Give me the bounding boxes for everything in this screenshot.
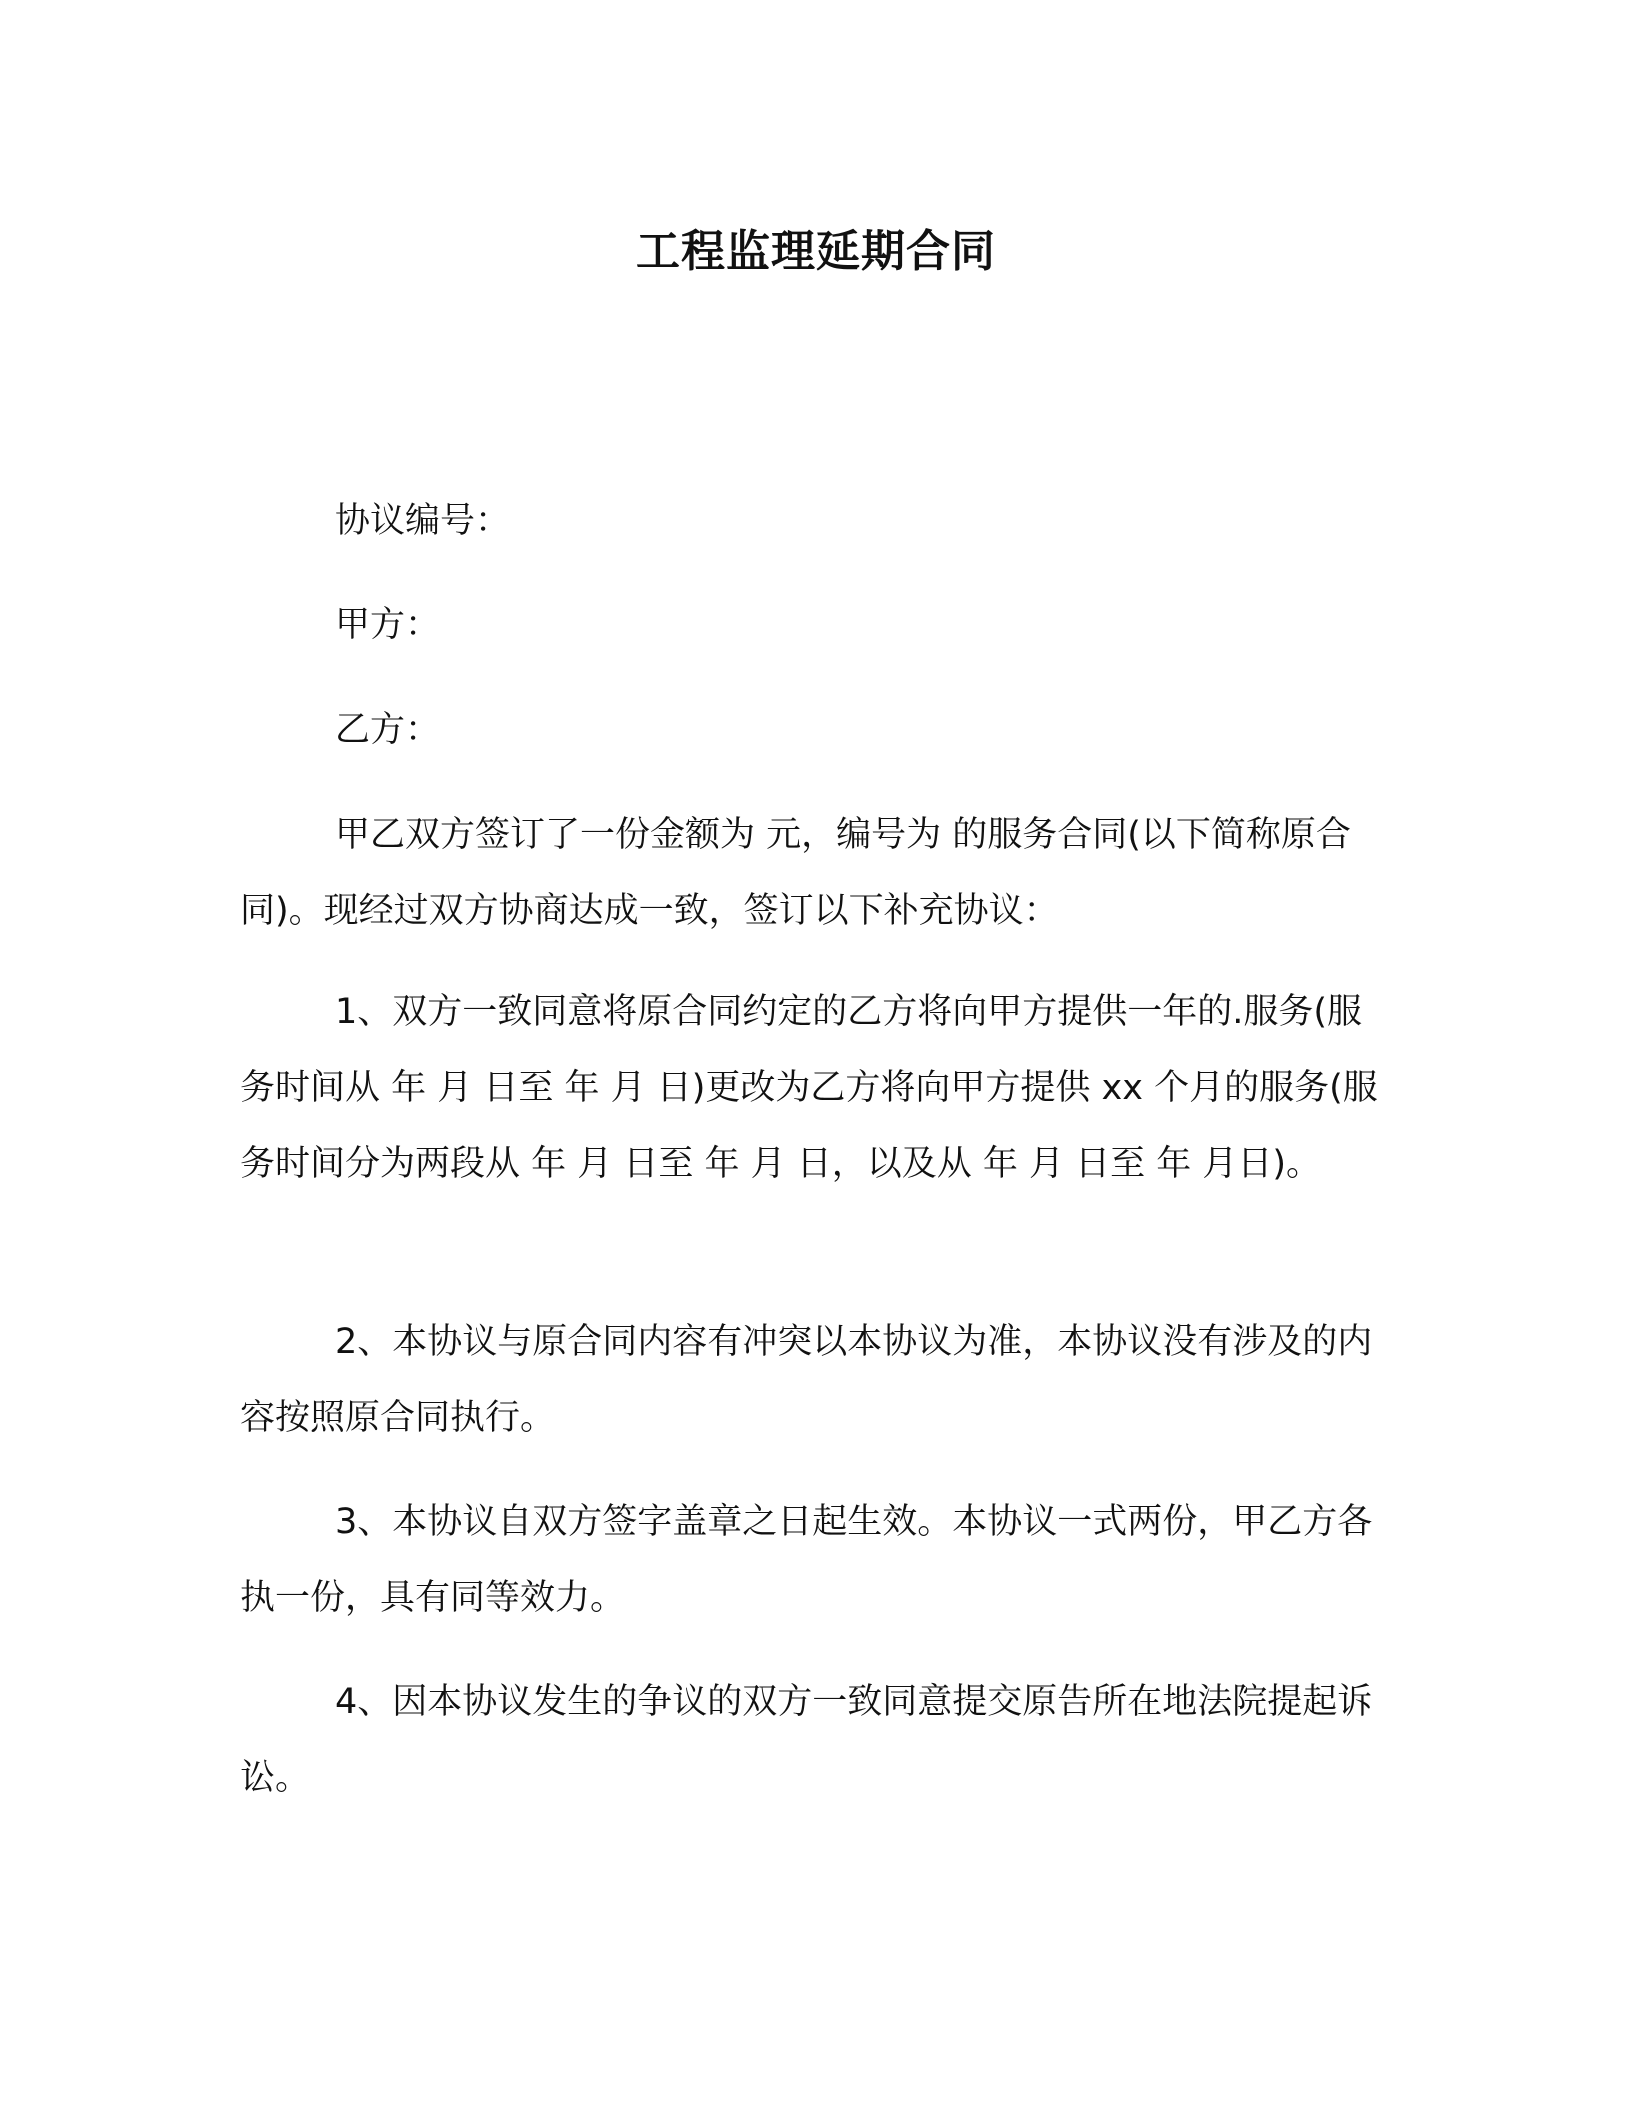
- clause-3: 3、本协议自双方签字盖章之日起生效。本协议一式两份，甲乙方各执一份，具有同等效力。: [240, 1502, 1373, 1618]
- clause-4: 4、因本协议发生的争议的双方一致同意提交原告所在地法院提起诉讼。: [240, 1682, 1373, 1798]
- clause-2: 2、本协议与原合同内容有冲突以本协议为准，本协议没有涉及的内容按照原合同执行。: [240, 1322, 1373, 1438]
- document-title: 工程监理延期合同: [636, 226, 996, 277]
- clause-1: 1、双方一致同意将原合同约定的乙方将向甲方提供一年的.服务(服务时间从 年 月 日至 年 月 日)更改为乙方将向甲方提供 xx 个月的服务(服务时间分为两段从 年 月 日至 年 月 日，以及从 年 月 日至 年 月日)。: [240, 992, 1378, 1184]
- intro-paragraph: 甲乙双方签订了一份金额为 元，编号为 的服务合同(以下简称原合同)。现经过双方协商达成一致，签订以下补充协议：: [240, 815, 1351, 931]
- agreement-number-label: 协议编号：: [335, 501, 511, 541]
- party-b-label: 乙方：: [335, 710, 441, 750]
- party-a-label: 甲方：: [335, 605, 441, 645]
